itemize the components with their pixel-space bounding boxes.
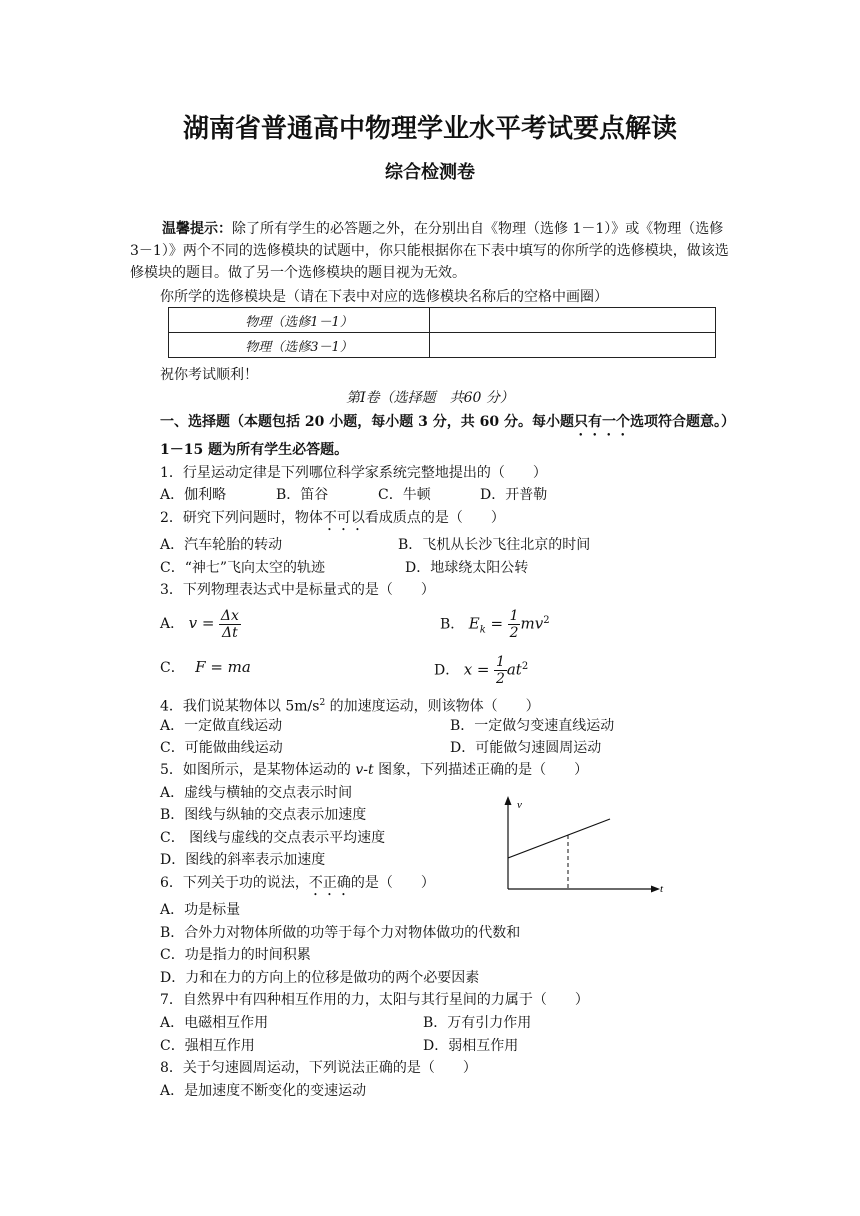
page-subtitle: 综合检测卷	[385, 162, 475, 183]
option-c: C．“神七”飞向太空的轨迹	[160, 560, 326, 576]
numerator: 1	[509, 608, 519, 625]
formula-b-rhs: mv	[520, 614, 544, 633]
notice-paragraph	[130, 218, 730, 284]
formula-d-fraction	[494, 654, 507, 687]
formula-c: F = ma	[195, 658, 251, 676]
denominator: 2	[509, 625, 519, 642]
module-row	[169, 308, 716, 333]
option-a: A．功是标量	[160, 902, 241, 918]
option-b: B．合外力对物体所做的功等于每个力对物体做功的代数和	[160, 925, 521, 941]
section-heading	[160, 413, 735, 439]
stem-part: 看成质点的是（ ）	[364, 510, 505, 526]
option-c: C．牛顿	[378, 487, 431, 503]
option-c: C．可能做曲线运动	[160, 740, 283, 756]
t-axis-arrow	[651, 886, 660, 893]
section-heading-emphasis: 只有一个	[573, 414, 630, 430]
stem-part: 4．我们说某物体以 5m/s	[160, 698, 320, 715]
module-name: 物理（选修3－1）	[169, 333, 430, 358]
notice-text: 除了所有学生的必答题之外，在分别出自《物理（选修 1－1）》或《物理（选修 3－1）》两个不同的选修模块的试题中，你只能根据你在下表中填写的你所学的选修模块，做该选修模块的题目。做了另一个选修模块的题目视为无效。	[130, 221, 729, 281]
denominator: 2	[495, 671, 505, 688]
denominator: Δt	[221, 624, 238, 641]
option-c: C．功是指力的时间积累	[160, 947, 311, 963]
option-b	[440, 604, 550, 647]
vt-graph	[496, 794, 676, 898]
option-d: D．开普勒	[480, 487, 548, 503]
axis-label-v: v	[517, 799, 522, 811]
notice-label: 温馨提示：	[162, 221, 232, 237]
wish-text: 祝你考试顺利！	[160, 367, 258, 383]
numerator: 1	[495, 654, 505, 671]
option-d: D．可能做匀速圆周运动	[450, 740, 602, 756]
option-a: A．虚线与横轴的交点表示时间	[160, 785, 353, 801]
option-label: A．	[160, 616, 185, 632]
section-heading-b: 选项符合题意。）	[629, 414, 735, 430]
numerator: Δx	[220, 607, 239, 624]
question-stem	[160, 761, 588, 779]
option-c: C．强相互作用	[160, 1038, 255, 1054]
formula-b-lhs: E	[468, 614, 480, 633]
option-b: B．一定做匀变速直线运动	[450, 718, 615, 734]
stem-part: 图象，下列描述正确的是（ ）	[373, 762, 589, 778]
option-a: A．汽车轮胎的转动	[160, 537, 283, 553]
option-label: D．	[434, 662, 460, 679]
formula-b-fraction	[508, 608, 521, 641]
question-stem: 8．关于匀速圆周运动，下列说法正确的是（ ）	[160, 1060, 477, 1076]
option-a: A．伽利略	[160, 487, 227, 503]
option-a: A．电磁相互作用	[160, 1015, 269, 1031]
option-a: A．是加速度不断变化的变速运动	[160, 1083, 367, 1099]
option-label: B．	[440, 616, 465, 633]
option-b: B．图线与纵轴的交点表示加速度	[160, 807, 367, 823]
formula-d-lhs: x =	[463, 660, 490, 679]
formula-a-lhs: v =	[188, 614, 215, 632]
option-d	[434, 650, 528, 688]
module-row	[169, 333, 716, 358]
stem-sup: 2	[319, 698, 326, 708]
page-title: 湖南省普通高中物理学业水平考试要点解读	[182, 114, 677, 144]
stem-emphasis: 不正确	[308, 875, 351, 891]
option-b: B．万有引力作用	[423, 1015, 532, 1031]
question-stem	[160, 509, 505, 534]
question-stem: 1．行星运动定律是下列哪位科学家系统完整地提出的（ ）	[160, 465, 547, 481]
option-d: D．地球绕太阳公转	[405, 560, 529, 576]
option-d: D．弱相互作用	[423, 1038, 519, 1054]
module-mark-cell[interactable]	[430, 333, 716, 358]
formula-b-eq: =	[485, 614, 504, 633]
part-title: 第Ⅰ卷（选择题 共60 分）	[346, 390, 514, 406]
option-a: A．一定做直线运动	[160, 718, 283, 734]
option-a	[160, 606, 241, 641]
option-label: C．	[160, 660, 185, 676]
sub-heading: 1－15 题为所有学生必答题。	[160, 442, 349, 458]
module-name: 物理（选修1－1）	[169, 308, 430, 333]
formula-d-rhs: at	[506, 660, 522, 679]
stem-part: 5．如图所示，是某物体运动的	[160, 762, 356, 778]
option-d: D．力和在力的方向上的位移是做功的两个必要因素	[160, 970, 480, 986]
module-table	[168, 307, 716, 358]
graph-line	[508, 819, 610, 858]
formula-d-sup: 2	[521, 661, 529, 672]
formula-b-sup: 2	[543, 615, 550, 626]
question-stem	[160, 694, 540, 716]
option-b: B．飞机从长沙飞往北京的时间	[398, 537, 591, 553]
formula-b-sub: k	[479, 624, 486, 636]
stem-vt: v-t	[355, 762, 374, 778]
option-c: C． 图线与虚线的交点表示平均速度	[160, 830, 386, 846]
option-d: D．图线的斜率表示加速度	[160, 852, 326, 868]
formula-a-fraction	[219, 608, 241, 641]
v-axis-arrow	[505, 796, 512, 805]
question-stem	[160, 874, 435, 899]
stem-part: 6．下列关于功的说法，	[160, 875, 309, 891]
option-c	[160, 658, 251, 677]
question-stem: 7．自然界中有四种相互作用的力，太阳与其行星间的力属于（ ）	[160, 992, 589, 1008]
option-b: B．笛谷	[276, 487, 329, 503]
stem-emphasis: 不可以	[322, 510, 365, 526]
section-heading-a: 一、选择题（本题包括 20 小题，每小题 3 分，共 60 分。每小题	[160, 414, 574, 430]
module-prompt: 你所学的选修模块是（请在下表中对应的选修模块名称后的空格中画圈）	[160, 289, 608, 305]
axis-label-t: t	[660, 883, 664, 895]
module-mark-cell[interactable]	[430, 308, 716, 333]
stem-part: 2．研究下列问题时，物体	[160, 510, 323, 526]
stem-part: 的加速度运动，则该物体（ ）	[325, 698, 540, 715]
stem-part: 的是（ ）	[350, 875, 435, 891]
question-stem: 3．下列物理表达式中是标量式的是（ ）	[160, 582, 435, 598]
